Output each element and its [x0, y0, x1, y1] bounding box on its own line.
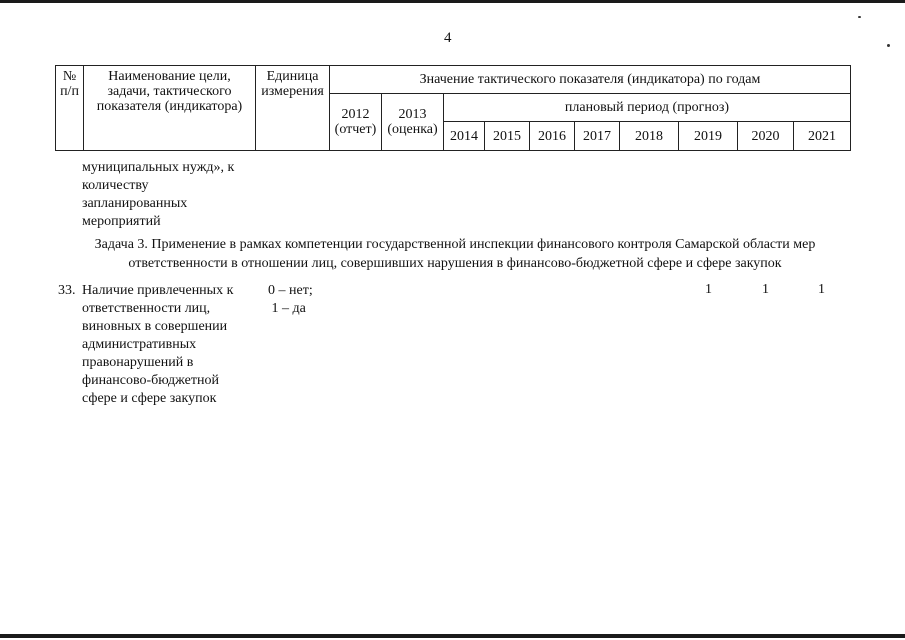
value-2019: 1 [705, 282, 712, 297]
value-2020: 1 [762, 282, 769, 297]
scan-edge-bottom [0, 634, 905, 638]
header-year-2012: 2012 (отчет) [330, 94, 382, 151]
header-planned-period: плановый период (прогноз) [444, 94, 851, 122]
scan-edge-top [0, 0, 905, 3]
page-number: 4 [444, 30, 452, 46]
header-year-2016: 2016 [530, 122, 575, 151]
header-year-2019: 2019 [679, 122, 738, 151]
value-2021: 1 [818, 282, 825, 297]
continued-indicator-name: муниципальных нужд», к количеству запланированных мероприятий [82, 160, 235, 229]
header-year-2020: 2020 [738, 122, 794, 151]
header-col-unit: Единица измерения [256, 66, 330, 151]
header-col-values: Значение тактического показателя (индикатора) по годам [330, 66, 851, 94]
header-col-number: № п/п [56, 66, 84, 151]
header-col-name: Наименование цели, задачи, тактического показателя (индикатора) [84, 66, 256, 151]
indicator-table-header [55, 65, 851, 151]
scan-speck [887, 44, 890, 47]
header-year-2021: 2021 [794, 122, 851, 151]
header-year-2018: 2018 [620, 122, 679, 151]
header-year-2014: 2014 [444, 122, 485, 151]
header-year-2017: 2017 [575, 122, 620, 151]
task-heading: Задача 3. Применение в рамках компетенции государственной инспекции финансового контроля Самарской области мер ответственности в отношении лиц, совершивших нарушения в финансово-бюджетной сфере и сфере закупок [94, 237, 816, 271]
row-indicator-name: Наличие привлеченных к ответственности лиц, виновных в совершении административных правонарушений в финансово-бюджетной сфере и сфере закупок [82, 283, 234, 406]
scan-speck [858, 16, 861, 18]
header-year-2013: 2013 (оценка) [382, 94, 444, 151]
row-number: 33. [58, 283, 76, 298]
row-unit: 0 – нет; 1 – да [268, 283, 313, 316]
header-year-2015: 2015 [485, 122, 530, 151]
